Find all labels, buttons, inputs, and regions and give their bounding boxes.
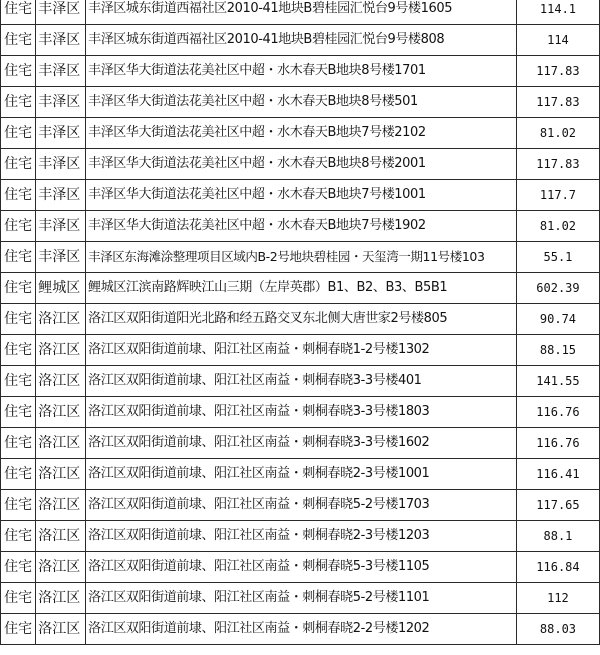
cell-area: 117.7 — [516, 180, 599, 211]
cell-address: 洛江区双阳街道前埭、阳江社区南益・刺桐春晓2-3号楼1203 — [86, 521, 517, 552]
cell-area: 114 — [516, 25, 599, 56]
table-row — [1, 397, 600, 428]
table-row — [1, 180, 600, 211]
cell-type: 住宅 — [1, 304, 36, 335]
cell-area: 117.83 — [516, 149, 599, 180]
cell-type: 住宅 — [1, 0, 36, 25]
cell-address: 洛江区双阳街道前埭、阳江社区南益・刺桐春晓5-3号楼1105 — [86, 552, 517, 583]
cell-district: 丰泽区 — [36, 56, 86, 87]
cell-district: 洛江区 — [36, 335, 86, 366]
cell-address: 丰泽区城东街道西福社区2010-41地块B碧桂园汇悦台9号楼808 — [86, 25, 517, 56]
cell-area: 116.84 — [516, 552, 599, 583]
cell-area: 81.02 — [516, 118, 599, 149]
table-row — [1, 583, 600, 614]
cell-address: 洛江区双阳街道前埭、阳江社区南益・刺桐春晓5-2号楼1101 — [86, 583, 517, 614]
cell-type: 住宅 — [1, 273, 36, 304]
cell-address: 洛江区双阳街道前埭、阳江社区南益・刺桐春晓5-2号楼1703 — [86, 490, 517, 521]
cell-type: 住宅 — [1, 397, 36, 428]
cell-district: 洛江区 — [36, 614, 86, 645]
cell-area: 116.76 — [516, 428, 599, 459]
cell-district: 洛江区 — [36, 552, 86, 583]
table-row — [1, 0, 600, 25]
table-row — [1, 490, 600, 521]
cell-area: 117.83 — [516, 87, 599, 118]
cell-type: 住宅 — [1, 25, 36, 56]
table-row — [1, 56, 600, 87]
cell-district: 丰泽区 — [36, 118, 86, 149]
cell-address: 丰泽区华大街道法花美社区中超・水木春天B地块8号楼2001 — [86, 149, 517, 180]
cell-type: 住宅 — [1, 521, 36, 552]
table-row — [1, 211, 600, 242]
cell-type: 住宅 — [1, 583, 36, 614]
cell-address: 丰泽区东海滩涂整理项目区域内B-2号地块碧桂园・天玺湾一期11号楼103 — [86, 242, 517, 273]
table-row — [1, 366, 600, 397]
cell-district: 洛江区 — [36, 304, 86, 335]
cell-district: 丰泽区 — [36, 25, 86, 56]
cell-district: 洛江区 — [36, 490, 86, 521]
cell-type: 住宅 — [1, 614, 36, 645]
cell-area: 55.1 — [516, 242, 599, 273]
cell-address: 洛江区双阳街道前埭、阳江社区南益・刺桐春晓2-3号楼1001 — [86, 459, 517, 490]
cell-type: 住宅 — [1, 180, 36, 211]
cell-address: 洛江区双阳街道前埭、阳江社区南益・刺桐春晓3-3号楼1602 — [86, 428, 517, 459]
cell-type: 住宅 — [1, 490, 36, 521]
cell-type: 住宅 — [1, 366, 36, 397]
cell-address: 丰泽区华大街道法花美社区中超・水木春天B地块7号楼2102 — [86, 118, 517, 149]
cell-district: 丰泽区 — [36, 0, 86, 25]
cell-district: 鲤城区 — [36, 273, 86, 304]
table-row — [1, 552, 600, 583]
cell-type: 住宅 — [1, 149, 36, 180]
cell-area: 117.83 — [516, 56, 599, 87]
cell-address: 洛江区双阳街道前埭、阳江社区南益・刺桐春晓3-3号楼401 — [86, 366, 517, 397]
cell-area: 602.39 — [516, 273, 599, 304]
cell-type: 住宅 — [1, 552, 36, 583]
cell-area: 90.74 — [516, 304, 599, 335]
cell-district: 丰泽区 — [36, 87, 86, 118]
cell-address: 丰泽区华大街道法花美社区中超・水木春天B地块7号楼1001 — [86, 180, 517, 211]
cell-area: 88.15 — [516, 335, 599, 366]
cell-type: 住宅 — [1, 335, 36, 366]
cell-area: 114.1 — [516, 0, 599, 25]
cell-address: 丰泽区华大街道法花美社区中超・水木春天B地块7号楼1902 — [86, 211, 517, 242]
cell-district: 洛江区 — [36, 366, 86, 397]
table-row — [1, 273, 600, 304]
table-row — [1, 242, 600, 273]
cell-district: 洛江区 — [36, 459, 86, 490]
cell-type: 住宅 — [1, 242, 36, 273]
cell-type: 住宅 — [1, 428, 36, 459]
cell-address: 丰泽区城东街道西福社区2010-41地块B碧桂园汇悦台9号楼1605 — [86, 0, 517, 25]
property-table-body — [1, 0, 600, 645]
cell-type: 住宅 — [1, 56, 36, 87]
cell-address: 丰泽区华大街道法花美社区中超・水木春天B地块8号楼1701 — [86, 56, 517, 87]
cell-district: 丰泽区 — [36, 211, 86, 242]
cell-address: 洛江区双阳街道前埭、阳江社区南益・刺桐春晓3-3号楼1803 — [86, 397, 517, 428]
cell-area: 88.1 — [516, 521, 599, 552]
table-row — [1, 459, 600, 490]
cell-district: 洛江区 — [36, 428, 86, 459]
cell-address: 洛江区双阳街道阳光北路和经五路交叉东北侧大唐世家2号楼805 — [86, 304, 517, 335]
cell-district: 丰泽区 — [36, 149, 86, 180]
table-row — [1, 521, 600, 552]
cell-district: 洛江区 — [36, 583, 86, 614]
cell-district: 洛江区 — [36, 397, 86, 428]
cell-address: 洛江区双阳街道前埭、阳江社区南益・刺桐春晓1-2号楼1302 — [86, 335, 517, 366]
cell-area: 81.02 — [516, 211, 599, 242]
cell-address: 丰泽区华大街道法花美社区中超・水木春天B地块8号楼501 — [86, 87, 517, 118]
cell-type: 住宅 — [1, 87, 36, 118]
cell-type: 住宅 — [1, 459, 36, 490]
cell-type: 住宅 — [1, 211, 36, 242]
table-row — [1, 118, 600, 149]
table-row — [1, 149, 600, 180]
cell-address: 洛江区双阳街道前埭、阳江社区南益・刺桐春晓2-2号楼1202 — [86, 614, 517, 645]
table-row — [1, 614, 600, 645]
cell-type: 住宅 — [1, 118, 36, 149]
table-row — [1, 335, 600, 366]
cell-area: 116.76 — [516, 397, 599, 428]
table-row — [1, 87, 600, 118]
table-row — [1, 304, 600, 335]
cell-district: 丰泽区 — [36, 180, 86, 211]
cell-address: 鲤城区江滨南路辉映江山三期（左岸英郡）B1、B2、B3、B5B1 — [86, 273, 517, 304]
cell-district: 洛江区 — [36, 521, 86, 552]
table-row — [1, 25, 600, 56]
table-row — [1, 428, 600, 459]
cell-area: 141.55 — [516, 366, 599, 397]
cell-area: 112 — [516, 583, 599, 614]
cell-district: 丰泽区 — [36, 242, 86, 273]
cell-area: 117.65 — [516, 490, 599, 521]
cell-area: 88.03 — [516, 614, 599, 645]
cell-area: 116.41 — [516, 459, 599, 490]
